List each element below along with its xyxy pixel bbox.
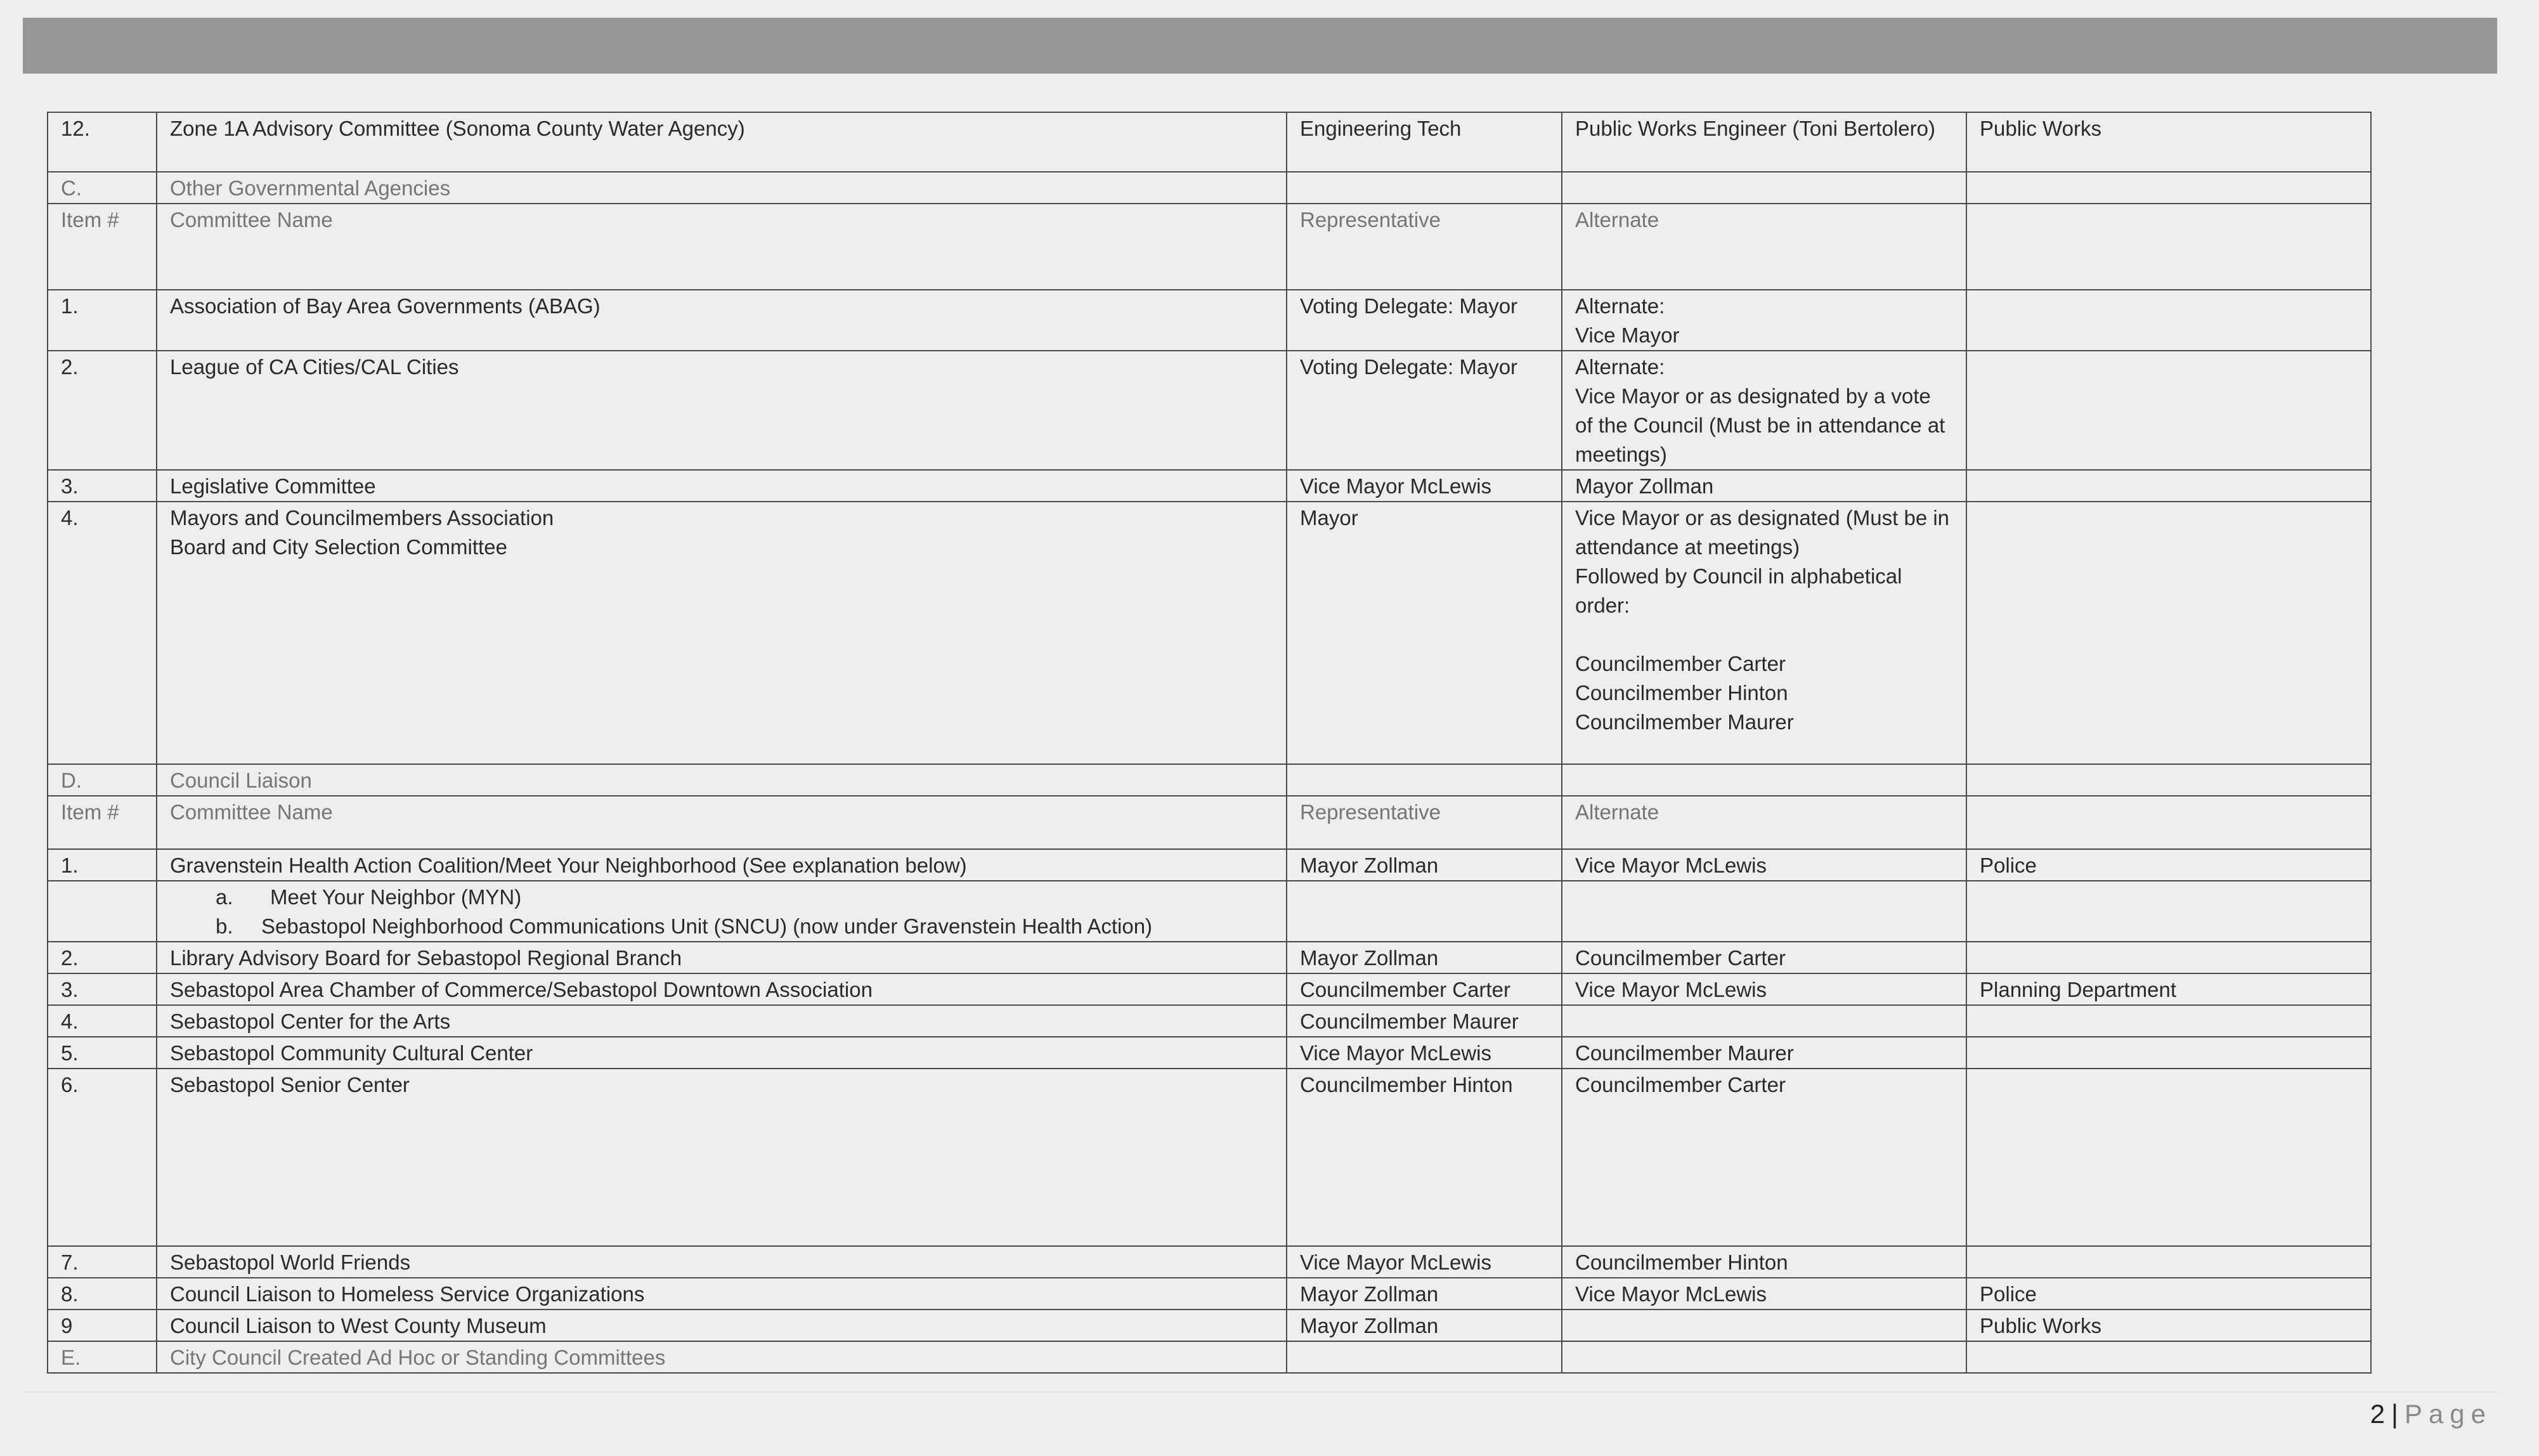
name-column-header: Committee Name <box>157 796 1287 849</box>
committee-name: League of CA Cities/CAL Cities <box>157 351 1287 470</box>
committee-name: Mayors and Councilmembers Association Board and City Selection Committee <box>157 502 1287 764</box>
representative: Councilmember Hinton <box>1287 1069 1562 1246</box>
table-row <box>48 112 2371 172</box>
page-label: Page <box>2404 1399 2492 1429</box>
list-marker: a. <box>216 885 233 909</box>
section-title: City Council Created Ad Hoc or Standing Committees <box>157 1341 1287 1373</box>
column-header-row <box>48 204 2371 290</box>
representative: Mayor Zollman <box>1287 1310 1562 1341</box>
alternate: Alternate: Vice Mayor <box>1562 290 1966 351</box>
department <box>1966 290 2371 351</box>
table-row <box>48 1069 2371 1246</box>
alternate: Councilmember Hinton <box>1562 1246 1966 1278</box>
item-column-header: Item # <box>48 204 157 290</box>
table-row <box>48 1037 2371 1069</box>
alternate: Public Works Engineer (Toni Bertolero) <box>1562 112 1966 172</box>
item-number: 1. <box>48 849 157 881</box>
table-row <box>48 351 2371 470</box>
table-row <box>48 1246 2371 1278</box>
committee-name: Library Advisory Board for Sebastopol Regional Branch <box>157 942 1287 973</box>
committee-name: Sebastopol World Friends <box>157 1246 1287 1278</box>
item-number: 9 <box>48 1310 157 1341</box>
representative: Vice Mayor McLewis <box>1287 1246 1562 1278</box>
item-number: 6. <box>48 1069 157 1246</box>
committee-name: Sebastopol Area Chamber of Commerce/Sebastopol Downtown Association <box>157 973 1287 1005</box>
item-number: 2. <box>48 942 157 973</box>
department: Police <box>1966 849 2371 881</box>
page-number <box>2370 1396 2492 1432</box>
page-header-bar <box>23 18 2497 74</box>
department <box>1966 351 2371 470</box>
item-number: 3. <box>48 470 157 502</box>
department <box>1966 1246 2371 1278</box>
table-row <box>48 849 2371 881</box>
table-row <box>48 1005 2371 1037</box>
item-column-header: Item # <box>48 796 157 849</box>
representative: Voting Delegate: Mayor <box>1287 351 1562 470</box>
column-header-row <box>48 796 2371 849</box>
list-item <box>170 883 1273 912</box>
committee-name: Sebastopol Senior Center <box>157 1069 1287 1246</box>
committee-name: Council Liaison to West County Museum <box>157 1310 1287 1341</box>
alternate: Alternate: Vice Mayor or as designated by a vote of the Council (Must be in attendance at meetings) <box>1562 351 1966 470</box>
section-title: Council Liaison <box>157 764 1287 796</box>
representative: Councilmember Maurer <box>1287 1005 1562 1037</box>
department: Public Works <box>1966 112 2371 172</box>
page-number-value: 2 <box>2370 1399 2385 1429</box>
item-number: 7. <box>48 1246 157 1278</box>
representative: Vice Mayor McLewis <box>1287 1037 1562 1069</box>
representative: Voting Delegate: Mayor <box>1287 290 1562 351</box>
section-letter: D. <box>48 764 157 796</box>
alternate: Vice Mayor McLewis <box>1562 1278 1966 1310</box>
item-number: 4. <box>48 1005 157 1037</box>
representative: Mayor <box>1287 502 1562 764</box>
committee-name: Gravenstein Health Action Coalition/Meet Your Neighborhood (See explanation below) <box>157 849 1287 881</box>
table-row <box>48 973 2371 1005</box>
table-row <box>48 881 2371 942</box>
alternate: Vice Mayor or as designated (Must be in attendance at meetings) Followed by Council in alphabetical order: Councilmember Carter Councilmember Hinton Councilmember Maurer <box>1562 502 1966 764</box>
item-number: 4. <box>48 502 157 764</box>
alternate <box>1562 1005 1966 1037</box>
list-marker: b. <box>216 914 233 938</box>
table-row <box>48 290 2371 351</box>
representative: Councilmember Carter <box>1287 973 1562 1005</box>
item-number: 5. <box>48 1037 157 1069</box>
alternate-column-header: Alternate <box>1562 796 1966 849</box>
section-title: Other Governmental Agencies <box>157 172 1287 204</box>
item-number: 8. <box>48 1278 157 1310</box>
item-number: 3. <box>48 973 157 1005</box>
alternate: Mayor Zollman <box>1562 470 1966 502</box>
alternate <box>1562 1310 1966 1341</box>
department <box>1966 942 2371 973</box>
department <box>1966 1069 2371 1246</box>
department: Public Works <box>1966 1310 2371 1341</box>
representative-column-header: Representative <box>1287 204 1562 290</box>
committee-name: Sebastopol Community Cultural Center <box>157 1037 1287 1069</box>
page-number-separator: | <box>2391 1399 2398 1429</box>
name-column-header: Committee Name <box>157 204 1287 290</box>
table-row <box>48 1310 2371 1341</box>
table-row <box>48 1278 2371 1310</box>
item-number: 2. <box>48 351 157 470</box>
section-letter: C. <box>48 172 157 204</box>
section-heading-row <box>48 1341 2371 1373</box>
alternate: Councilmember Carter <box>1562 1069 1966 1246</box>
list-item-text: Sebastopol Neighborhood Communications Unit (SNCU) (now under Gravenstein Health Action) <box>261 914 1153 938</box>
alternate: Councilmember Maurer <box>1562 1037 1966 1069</box>
section-letter: E. <box>48 1341 157 1373</box>
table-row <box>48 470 2371 502</box>
table-row <box>48 942 2371 973</box>
section-heading-row <box>48 172 2371 204</box>
department: Police <box>1966 1278 2371 1310</box>
department <box>1966 502 2371 764</box>
department <box>1966 470 2371 502</box>
sub-item-list <box>157 881 1287 942</box>
representative: Mayor Zollman <box>1287 849 1562 881</box>
item-number: 1. <box>48 290 157 351</box>
committee-name: Legislative Committee <box>157 470 1287 502</box>
committee-name: Association of Bay Area Governments (ABAG) <box>157 290 1287 351</box>
representative-column-header: Representative <box>1287 796 1562 849</box>
alternate: Vice Mayor McLewis <box>1562 849 1966 881</box>
section-heading-row <box>48 764 2371 796</box>
representative: Mayor Zollman <box>1287 1278 1562 1310</box>
representative: Engineering Tech <box>1287 112 1562 172</box>
list-item <box>170 912 1273 941</box>
alternate-column-header: Alternate <box>1562 204 1966 290</box>
alternate: Councilmember Carter <box>1562 942 1966 973</box>
table-row <box>48 502 2371 764</box>
alternate: Vice Mayor McLewis <box>1562 973 1966 1005</box>
committee-name: Zone 1A Advisory Committee (Sonoma County Water Agency) <box>157 112 1287 172</box>
department: Planning Department <box>1966 973 2371 1005</box>
department <box>1966 1037 2371 1069</box>
representative: Vice Mayor McLewis <box>1287 470 1562 502</box>
item-number: 12. <box>48 112 157 172</box>
list-item-text: Meet Your Neighbor (MYN) <box>270 885 522 909</box>
committee-name: Sebastopol Center for the Arts <box>157 1005 1287 1037</box>
footer-divider <box>23 1391 2497 1393</box>
committee-assignments-table <box>47 112 2372 1374</box>
department <box>1966 1005 2371 1037</box>
committee-name: Council Liaison to Homeless Service Organizations <box>157 1278 1287 1310</box>
representative: Mayor Zollman <box>1287 942 1562 973</box>
